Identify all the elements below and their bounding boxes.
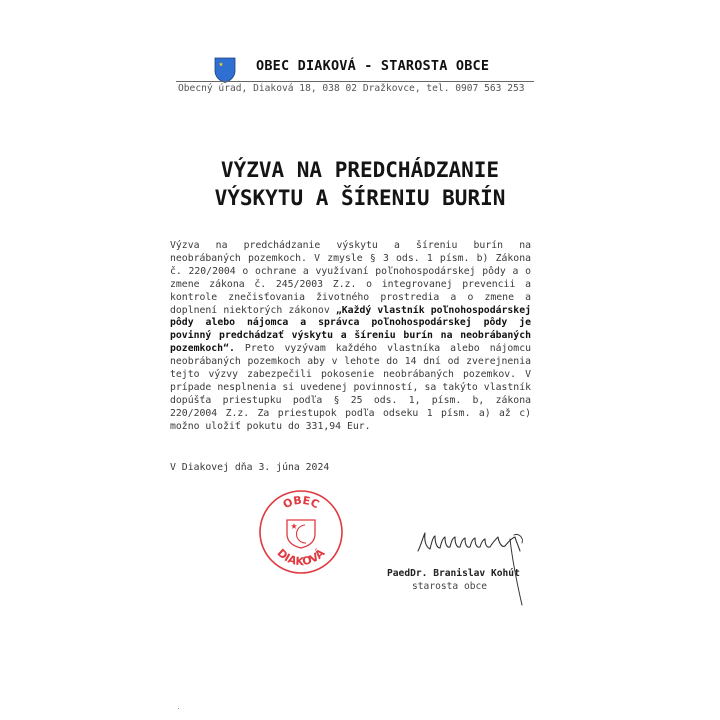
document-title-line1: VÝZVA NA PREDCHÁDZANIE [220, 158, 500, 182]
document-body [170, 240, 531, 434]
body-intro: Výzva na predchádzanie výskytu a šíreniu burín na neobrábaných pozemkoch. V zmysle § 3 ods. 1 písm. b) Zákona č. 220/2004 o ochrane a využívaní poľnohospodárskej pôdy a o zmene zákona č. 245/2003 Z.z. o integrovanej prevencii a kontrole znečisťovania životného prostredia a o zmene a doplnení niektorých zákonov [170, 240, 531, 316]
page-mark [178, 708, 179, 709]
official-stamp [256, 487, 346, 577]
signer-role: starosta obce [412, 581, 488, 592]
body-bold-quote: „Každý vlastník poľnohospodárskej pôdy alebo nájomca a správca poľnohospodárskej pôdy je povinný predchádzať výskytu a šíreniu burín na neobrábaných pozemkoch“. [170, 304, 531, 355]
document-title [150, 156, 570, 212]
header-title: OBEC DIAKOVÁ - STAROSTA OBCE [256, 58, 490, 74]
stamp-text-top: OBEC [280, 493, 322, 512]
municipal-crest-icon [214, 57, 236, 83]
date-line: V Diakovej dňa 3. júna 2024 [170, 462, 330, 473]
header-address: Obecný úrad, Diaková 18, 038 02 Dražkovce, tel. 0907 563 253 [178, 83, 525, 94]
document-title-line2: VÝSKYTU A ŠÍRENIU BURÍN [214, 186, 506, 210]
header-divider [176, 81, 534, 82]
body-rest: Preto vyzývam každého vlastníka alebo nájomcu neobrábaných pozemkoch aby v lehote do 14 dní od zverejnenia tejto výzvy zabezpečili pokosenie neobrábaných pozemkov. V prípade nesplnenia si uvedenej povinností, sa takýto vlastník dopúšťa priestupku podľa § 25 ods. 1, písm. b, zákona 220/2004 Z.z. Za priestupok podľa odseku 1 písm. a) až c) možno uložiť pokutu do 331,94 Eur. [170, 343, 531, 432]
signer-name: PaedDr. Branislav Kohút [387, 568, 520, 579]
stamp-text-bottom: DIAKOVÁ [274, 546, 328, 569]
